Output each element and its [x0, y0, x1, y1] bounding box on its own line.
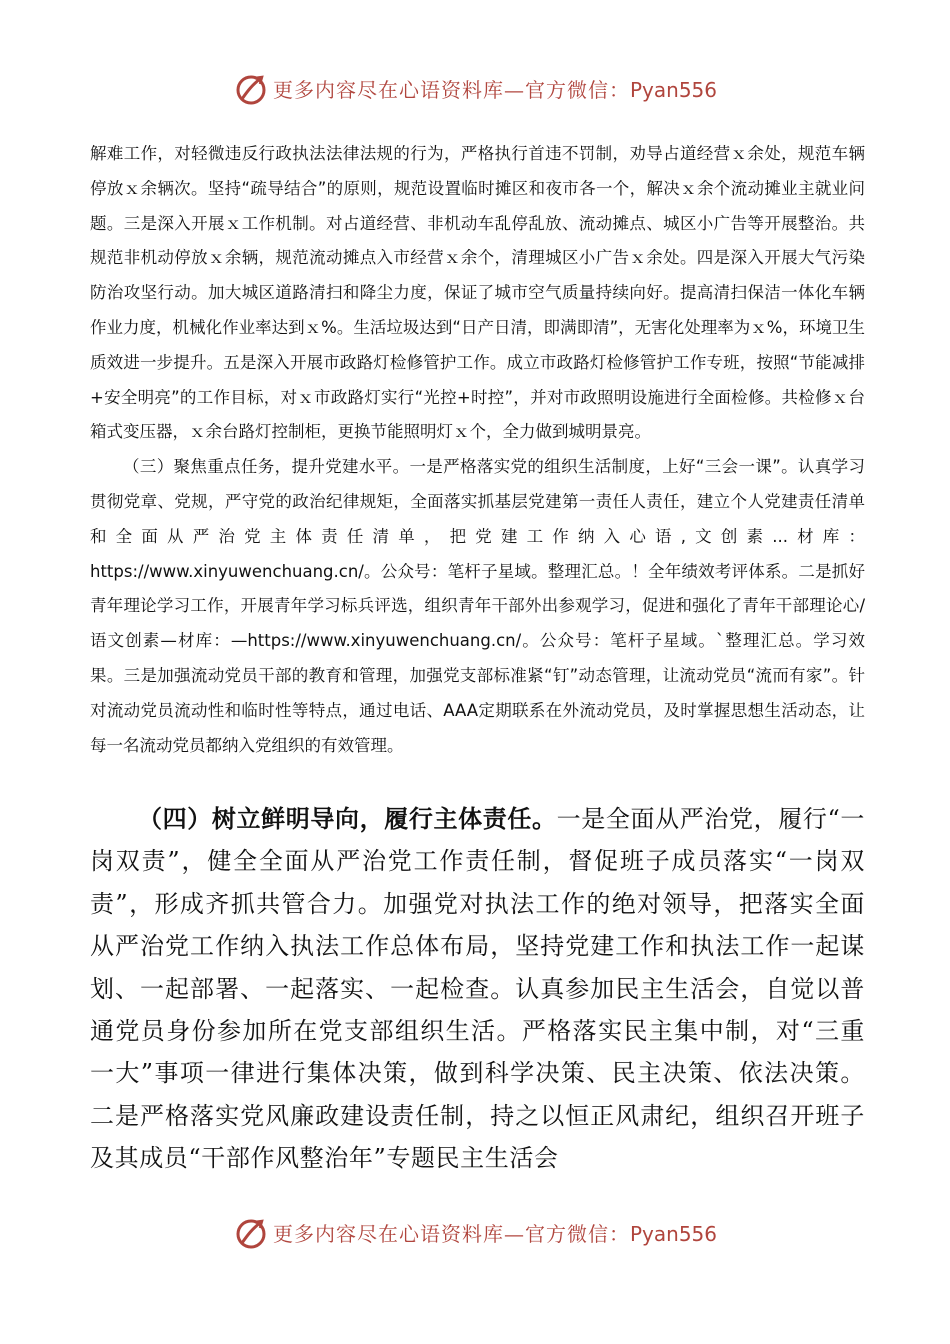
watermark-wechat-id: Pyan556 [629, 78, 717, 102]
paragraph-continuation: 解难工作，对轻微违反行政执法法律法规的行为，严格执行首违不罚制，劝导占道经营ｘ余处，规范车辆停放ｘ余辆次。坚持“疏导结合”的原则，规范设置临时摊区和夜市各一个，解决ｘ余个流动摊业主就业问题。三是深入开展ｘ工作机制。对占道经营、非机动车乱停乱放、流动摊点、城区小广告等开展整治。共规范非机动停放ｘ余辆，规范流动摊点入市经营ｘ余个，清理城区小广告ｘ余处。四是深入开展大气污染防治攻坚行动。加大城区道路清扫和降尘力度，保证了城市空气质量持续向好。提高清扫保洁一体化车辆作业力度，机械化作业率达到ｘ%。生活垃圾达到“日产日清，即满即清”，无害化处理率为ｘ%，环境卫生质效进一步提升。五是深入开展市政路灯检修管护工作。成立市政路灯检修管护工作专班，按照“节能减排+安全明亮”的工作目标，对ｘ市政路灯实行“光控+时控”，并对市政照明设施进行全面检修。共检修ｘ台箱式变压器，ｘ余台路灯控制柜，更换节能照明灯ｘ个，全力做到城明景亮。 [90, 144, 865, 442]
watermark-text: 更多内容尽在心语资料库—官方微信： [272, 1222, 630, 1246]
logo-icon [233, 1216, 269, 1252]
watermark-text: 更多内容尽在心语资料库—官方微信： [272, 78, 630, 102]
watermark-banner-bottom [0, 1216, 950, 1260]
paragraph-section-four [90, 798, 865, 1180]
watermark-wechat-id: Pyan556 [629, 1222, 717, 1246]
section-four-heading: （四）树立鲜明导向，履行主体责任。 [138, 804, 557, 833]
body-text-small [90, 137, 865, 763]
logo-icon [233, 72, 269, 108]
paragraph-section-three: （三）聚焦重点任务，提升党建水平。一是严格落实党的组织生活制度，上好“三会一课”。认真学习贯彻党章、党规，严守党的政治纪律规矩，全面落实抓基层党建第一责任人责任，建立个人党建责任清单和全面从严治党主体责任清单，把党建工作纳入心语,文创素...材库：https://www.xinyuwenchuang.cn/。公众号：笔杆子星域。整理汇总。！全年绩效考评体系。二是抓好青年理论学习工作，开展青年学习标兵评选，组织青年干部外出参观学习，促进和强化了青年干部理论心/语文创素—材库：—https://www.xinyuwenchuang.cn/。公众号：笔杆子星域。`整理汇总。学习效果。三是加强流动党员干部的教育和管理，加强党支部标准紧“钉”动态管理，让流动党员“流而有家”。针对流动党员流动性和临时性等特点，通过电话、AAA定期联系在外流动党员，及时掌握思想生活动态，让每一名流动党员都纳入党组织的有效管理。 [90, 457, 865, 755]
section-four-body: 一是全面从严治党，履行“一岗双责”，健全全面从严治党工作责任制，督促班子成员落实“一岗双责”，形成齐抓共管合力。加强党对执法工作的绝对领导，把落实全面从严治党工作纳入执法工作总体布局，坚持党建工作和执法工作一起谋划、一起部署、一起落实、一起检查。认真参加民主生活会，自觉以普通党员身份参加所在党支部组织生活。严格落实民主集中制，对“三重一大”事项一律进行集体决策，做到科学决策、民主决策、依法决策。二是严格落实党风廉政建设责任制，持之以恒正风肃纪，组织召开班子及其成员“干部作风整治年”专题民主生活会 [90, 805, 865, 1173]
watermark-banner-top [0, 72, 950, 116]
body-text-large [90, 798, 865, 1180]
